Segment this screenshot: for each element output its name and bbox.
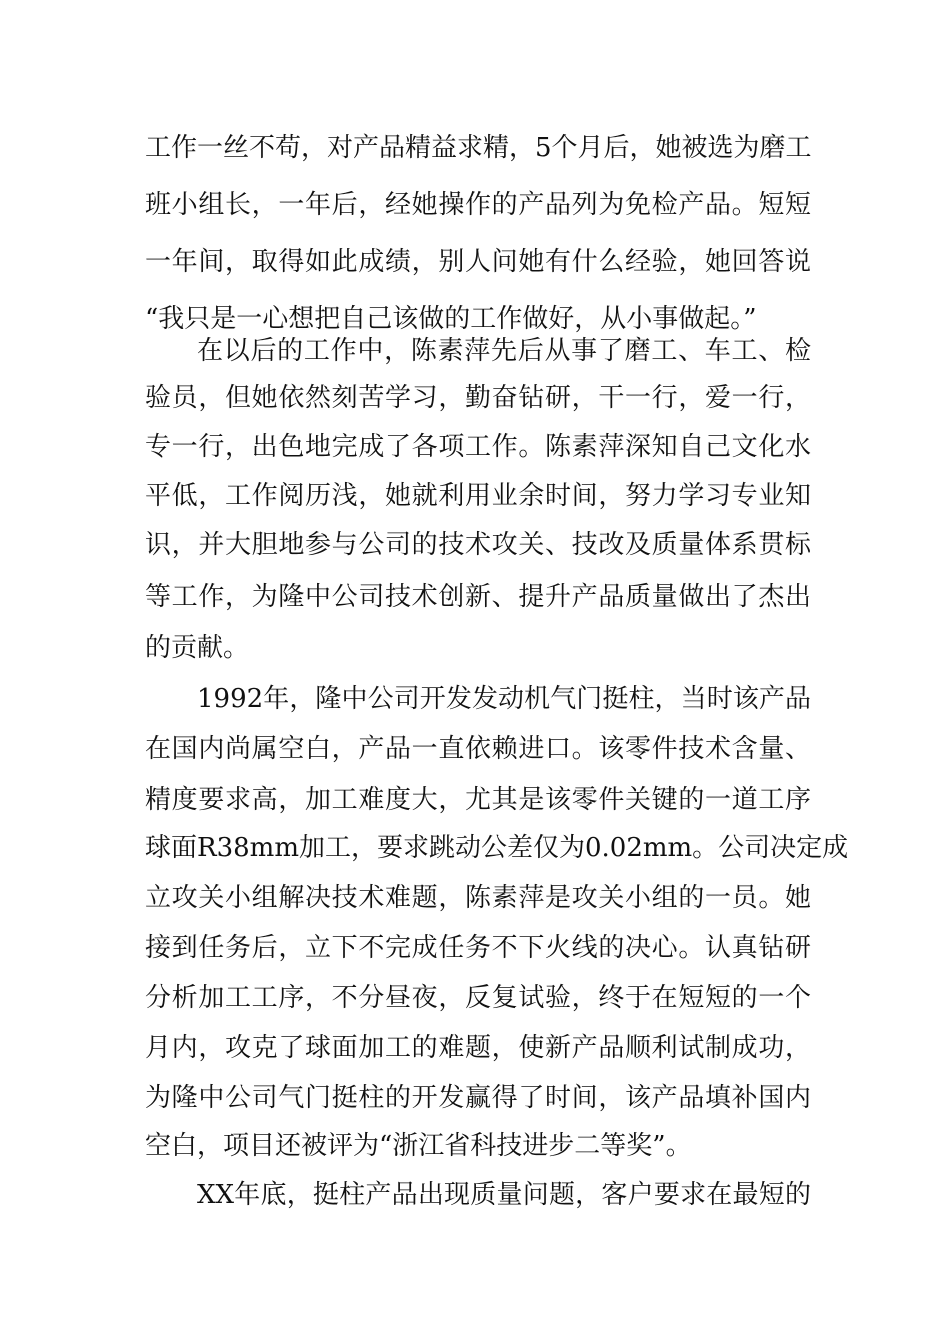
paragraph-first-line: 在以后的工作中，陈素萍先后从事了磨工、车工、检 — [197, 336, 811, 366]
text-line: 班小组长，一年后，经她操作的产品列为免检产品。短短 — [145, 190, 811, 220]
text-line: 月内，攻克了球面加工的难题，使新产品顺利试制成功， — [145, 1033, 811, 1063]
text-line: 验员，但她依然刻苦学习，勤奋钻研，干一行，爱一行， — [145, 383, 811, 413]
text-line: 立攻关小组解决技术难题，陈素萍是攻关小组的一员。她 — [145, 883, 811, 913]
text-line: 在国内尚属空白，产品一直依赖进口。该零件技术含量、 — [145, 734, 811, 764]
text-line: “我只是一心想把自己该做的工作做好，从小事做起。” — [145, 304, 757, 334]
paragraph-first-line: XX年底，挺柱产品出现质量问题，客户要求在最短的 — [197, 1180, 811, 1210]
text-line: 平低，工作阅历浅，她就利用业余时间，努力学习专业知 — [145, 481, 811, 511]
text-line: 分析加工工序，不分昼夜，反复试验，终于在短短的一个 — [145, 983, 811, 1013]
text-line: 一年间，取得如此成绩，别人问她有什么经验，她回答说 — [145, 247, 811, 277]
text-line: 专一行，出色地完成了各项工作。陈素萍深知自己文化水 — [145, 432, 811, 462]
text-line: 的贡献。 — [145, 633, 250, 663]
text-line: 为隆中公司气门挺柱的开发赢得了时间，该产品填补国内 — [145, 1083, 811, 1113]
text-line: 空白，项目还被评为“浙江省科技进步二等奖”。 — [145, 1131, 692, 1161]
text-line: 等工作，为隆中公司技术创新、提升产品质量做出了杰出 — [145, 582, 811, 612]
text-line: 球面R38mm加工，要求跳动公差仅为0.02mm。公司决定成 — [145, 833, 849, 863]
text-line: 工作一丝不苟，对产品精益求精，5个月后，她被选为磨工 — [145, 133, 812, 163]
paragraph-first-line: 1992年，隆中公司开发发动机气门挺柱，当时该产品 — [197, 684, 811, 714]
text-line: 识，并大胆地参与公司的技术攻关、技改及质量体系贯标 — [145, 530, 811, 560]
text-line: 精度要求高，加工难度大，尤其是该零件关键的一道工序 — [145, 785, 811, 815]
text-line: 接到任务后，立下不完成任务不下火线的决心。认真钻研 — [145, 933, 811, 963]
